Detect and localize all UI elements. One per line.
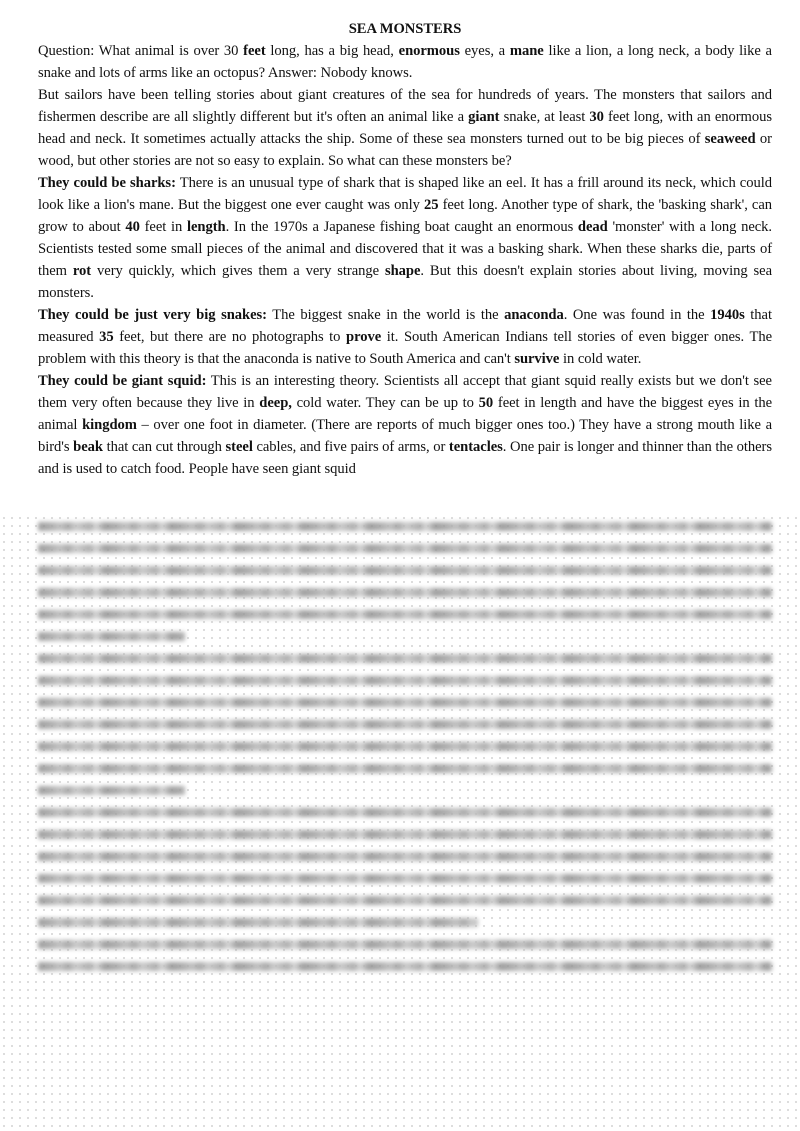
text-run: cold water. They can be up to xyxy=(291,395,479,411)
text-run: feet long, with an enormous head and neck. It sometimes actually attacks the ship. Some of these sea monsters turned out to be big pieces of xyxy=(38,109,772,147)
blurred-line xyxy=(38,632,185,641)
keyword: seaweed xyxy=(704,131,756,147)
text-run: that measured xyxy=(38,307,772,345)
keyword: rot xyxy=(72,263,92,279)
keyword: steel xyxy=(225,439,253,455)
blurred-line xyxy=(38,940,772,949)
keyword: dead xyxy=(577,219,608,235)
text-run: . One was found in the xyxy=(563,307,711,323)
text-run: eyes, a xyxy=(459,43,510,59)
text-run: very quickly, which gives them a very strange xyxy=(91,263,385,279)
text-run: Question: What animal is over 30 xyxy=(38,43,244,59)
section-heading: They could be sharks: xyxy=(38,175,176,191)
blurred-line xyxy=(38,874,772,883)
text-run: long, has a big head, xyxy=(265,43,399,59)
keyword: 40 xyxy=(125,219,140,235)
blurred-line xyxy=(38,720,772,729)
keyword: feet xyxy=(243,43,266,59)
keyword: deep, xyxy=(259,395,292,411)
blurred-line xyxy=(38,654,772,663)
keyword: 1940s xyxy=(710,307,745,323)
text-run: it. South American Indians tell stories of even bigger ones. The problem with this theory is that the anaconda is native to South America and can't xyxy=(38,329,772,367)
blurred-line xyxy=(38,698,772,707)
keyword: beak xyxy=(73,439,103,455)
text-run: . One pair is longer and thinner than the others and is used to catch food. People have seen giant squid xyxy=(38,439,773,477)
document-body xyxy=(38,18,772,480)
keyword: prove xyxy=(346,329,382,345)
text-run: that can cut through xyxy=(102,439,226,455)
keyword: 30 xyxy=(589,109,604,125)
text-run: snake, at least xyxy=(499,109,590,125)
blurred-line xyxy=(38,764,772,773)
text-run: feet in xyxy=(139,219,187,235)
keyword: anaconda xyxy=(504,307,564,323)
text-run: – over one foot in diameter. (There are reports of much bigger ones too.) They have a strong mouth like a bird's xyxy=(38,417,772,455)
sharks-paragraph xyxy=(38,172,772,304)
blurred-line xyxy=(38,588,772,597)
document-title: SEA MONSTERS xyxy=(348,21,462,37)
blurred-line xyxy=(38,676,772,685)
blurred-line xyxy=(38,566,772,575)
keyword: kingdom xyxy=(82,417,137,433)
keyword: 25 xyxy=(423,197,439,213)
keyword: survive xyxy=(514,351,560,367)
blurred-line xyxy=(38,610,772,619)
blurred-line xyxy=(38,896,772,905)
keyword: tentacles xyxy=(448,439,503,455)
text-run: The biggest snake in the world is the xyxy=(266,307,505,323)
text-run: There is an unusual type of shark that is shaped like an eel. It has a frill around its neck, which could look like a lion's mane. But the biggest one ever caught was only xyxy=(38,175,772,213)
text-run: But sailors have been telling stories about giant creatures of the sea for hundreds of years. The monsters that sailors and fishermen describe are all slightly different but it's often an animal like a xyxy=(38,87,772,125)
blurred-line xyxy=(38,522,772,531)
text-run: cables, and five pairs of arms, or xyxy=(252,439,449,455)
blurred-line xyxy=(38,808,772,817)
keyword: enormous xyxy=(398,43,460,59)
sailors-paragraph xyxy=(38,84,772,172)
section-heading: They could be just very big snakes: xyxy=(38,307,267,323)
snakes-paragraph xyxy=(38,304,772,370)
section-heading: They could be giant squid: xyxy=(38,373,207,389)
squid-paragraph xyxy=(38,370,772,480)
keyword: shape xyxy=(384,263,421,279)
keyword: length xyxy=(186,219,226,235)
blurred-line xyxy=(38,962,772,971)
keyword: mane xyxy=(509,43,544,59)
text-run: . But this doesn't explain stories about living, moving sea monsters. xyxy=(38,263,772,301)
blurred-line xyxy=(38,786,185,795)
text-run: . In the 1970s a Japanese fishing boat caught an enormous xyxy=(225,219,578,235)
blurred-line xyxy=(38,742,772,751)
keyword: 35 xyxy=(99,329,114,345)
blurred-content-overlay xyxy=(0,514,800,1131)
keyword: giant xyxy=(468,109,500,125)
text-run: 'monster' with a long neck. Scientists tested some small pieces of the animal and discovered that it was a basking shark. When these sharks die, parts of them xyxy=(38,219,773,279)
text-run: feet long. Another type of shark, the 'basking shark', can grow to about xyxy=(38,197,772,235)
text-run: feet in length and have the biggest eyes in the animal xyxy=(38,395,772,433)
blurred-line xyxy=(38,852,772,861)
blurred-text-lines xyxy=(38,522,772,984)
blurred-line xyxy=(38,918,478,927)
text-run: This is an interesting theory. Scientists all accept that giant squid really exists but we don't see them very often because they live in xyxy=(38,373,772,411)
text-run: or wood, but other stories are not so easy to explain. So what can these monsters be? xyxy=(38,131,772,169)
text-run: feet, but there are no photographs to xyxy=(113,329,347,345)
text-run: in cold water. xyxy=(559,351,642,367)
text-run: like a lion, a long neck, a body like a snake and lots of arms like an octopus? Answer: Nobody knows. xyxy=(38,43,772,81)
blurred-line xyxy=(38,830,772,839)
keyword: 50 xyxy=(478,395,494,411)
intro-paragraph xyxy=(38,40,772,84)
blurred-line xyxy=(38,544,772,553)
